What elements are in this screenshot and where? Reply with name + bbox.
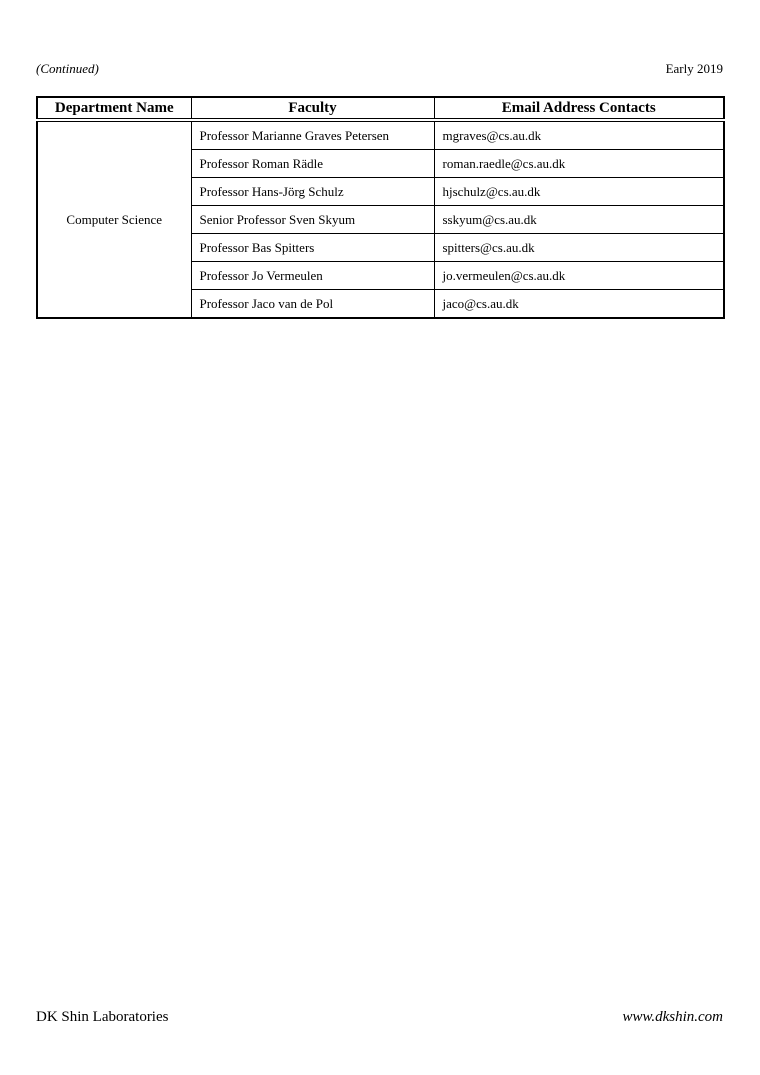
continued-label: (Continued) bbox=[36, 61, 99, 76]
faculty-cell: Professor Hans-Jörg Schulz bbox=[191, 178, 434, 206]
faculty-cell: Professor Bas Spitters bbox=[191, 234, 434, 262]
column-header-email: Email Address Contacts bbox=[434, 97, 724, 120]
column-header-faculty: Faculty bbox=[191, 97, 434, 120]
faculty-cell: Senior Professor Sven Skyum bbox=[191, 206, 434, 234]
email-cell: spitters@cs.au.dk bbox=[434, 234, 724, 262]
table-header-row bbox=[37, 97, 724, 120]
table-row bbox=[37, 120, 724, 150]
email-cell: jaco@cs.au.dk bbox=[434, 290, 724, 319]
department-cell: Computer Science bbox=[37, 120, 191, 318]
page-footer bbox=[36, 1008, 723, 1027]
faculty-contacts-table bbox=[36, 96, 725, 319]
column-header-department: Department Name bbox=[37, 97, 191, 120]
faculty-cell: Professor Jaco van de Pol bbox=[191, 290, 434, 319]
email-cell: mgraves@cs.au.dk bbox=[434, 120, 724, 150]
email-cell: sskyum@cs.au.dk bbox=[434, 206, 724, 234]
period-label: Early 2019 bbox=[665, 61, 723, 76]
faculty-cell: Professor Marianne Graves Petersen bbox=[191, 120, 434, 150]
footer-company-label: DK Shin Laboratories bbox=[36, 1009, 169, 1025]
faculty-cell: Professor Roman Rädle bbox=[191, 150, 434, 178]
email-cell: jo.vermeulen@cs.au.dk bbox=[434, 262, 724, 290]
footer-website-label: www.dkshin.com bbox=[622, 1009, 723, 1025]
email-cell: hjschulz@cs.au.dk bbox=[434, 178, 724, 206]
page-header bbox=[36, 61, 723, 77]
faculty-cell: Professor Jo Vermeulen bbox=[191, 262, 434, 290]
email-cell: roman.raedle@cs.au.dk bbox=[434, 150, 724, 178]
